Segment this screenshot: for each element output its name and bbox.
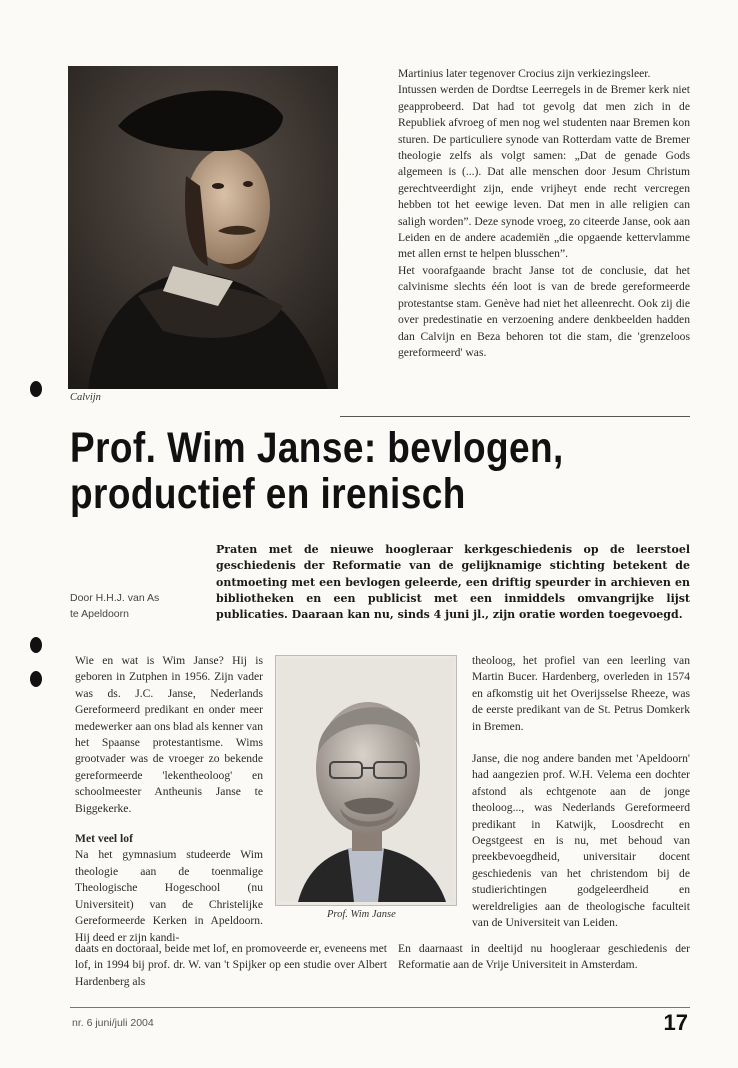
- paragraph: theoloog, het profiel van een leerling van Martin Bucer. Hardenberg, overleden in 1574 en afkomstig uit het Overijsselse Rheeze, was de eerste predikant van de St. Petrus Domkerk in Bremen.: [472, 654, 690, 733]
- paragraph: Martinius later tegenover Crocius zijn verkiezingsleer.: [398, 67, 651, 80]
- janse-caption: Prof. Wim Janse: [327, 909, 396, 920]
- right-text-column: [472, 653, 690, 932]
- byline: [70, 590, 159, 622]
- page-number: 17: [663, 1010, 688, 1035]
- byline-location: te Apeldoorn: [70, 608, 129, 620]
- paragraph: Intussen werden de Dordtse Leerregels in de Bremer kerk niet geapprobeerd. Dat had tot gevolg dat men zich in de Republiek afvroeg of men nog wel studenten naar Bremen kon sturen. De particuliere synode van Rotterdam vatte de Bremer theologie zelfs als volgt samen: „Dat de genade Gods algemeen is (...). Dat alle menschen door Jesum Christum gerechtveerdight zijn, ende vrijheyt ende recht vercregen hebben tot het eewige leven. Dat men in alle religien can saligh worden”. Deze synode vroeg, zo citeerde Janse, ook aan Leiden en de andere academiën „die opgaende kettervlamme met allen ernst te helpen blusschen”.: [398, 83, 690, 261]
- janse-photo: [278, 658, 454, 902]
- article-intro: Praten met de nieuwe hoogleraar kerkgeschiedenis op de leerstoel geschiedenis der Reformatie van de gelijknamige stichting betekent de ontmoeting met een bevlogen geleerde, een driftig speurder in archieven en bibliotheken en een publicist met een inmiddels omvangrijke lijst publicaties. Daaraan kan nu, sinds 4 juni jl., zijn oratie worden toegevoegd.: [216, 543, 690, 622]
- calvin-caption: Calvijn: [70, 392, 101, 403]
- article-title-line-2: productief en irenisch: [70, 470, 466, 518]
- section-divider: [340, 416, 690, 417]
- paragraph: Na het gymnasium studeerde Wim theologie aan de toenmalige Theologische Hogeschool (nu Universiteit) van de Christelijke Gereformeerde Kerken in Apeldoorn. Hij deed er zijn kandi-: [75, 848, 263, 944]
- paragraph: Wie en wat is Wim Janse? Hij is geboren in Zutphen in 1956. Zijn vader was ds. J.C. Janse, Nederlands Gereformeerd predikant en onder meer medewerker aan ons blad als kenner van het Spaanse protestantisme. Wims grootvader was de vroeger zo bekende gereformeerde 'lekentheoloog' en schoolmeester Antheunis Janse te Biggekerke.: [75, 654, 263, 815]
- calvin-portrait: [68, 66, 338, 389]
- article-title-line-1: Prof. Wim Janse: bevlogen,: [70, 424, 564, 472]
- byline-author: Door H.H.J. van As: [70, 592, 160, 604]
- janse-photo-graphic: [278, 658, 454, 902]
- janse-photo-frame: [275, 655, 457, 906]
- bottom-right-text: En daarnaast in deeltijd nu hoogleraar geschiedenis der Reformatie aan de Vrije Universiteit in Amsterdam.: [398, 942, 690, 972]
- bullet-dot: [30, 381, 42, 397]
- bullet-dot: [30, 671, 42, 687]
- calvin-portrait-graphic: [68, 66, 338, 389]
- paragraph: Janse, die nog andere banden met 'Apeldoorn' had aangezien prof. W.H. Velema een dochter afstond als echtgenote aan de jonge theoloog..., was Nederlands Gereformeerd predikant in Katwijk, Loosdrecht en Oegstgeest en is nu, met behoud van preekbevoegdheid, universitair docent geschiedenis van het christendom bij de studierichtingen godgeleerdheid en wereldreligies aan de theologische faculteit van de Universiteit van Leiden.: [472, 752, 690, 930]
- left-text-column: [75, 653, 263, 946]
- section-subhead: Met veel lof: [75, 832, 133, 846]
- bullet-dot: [30, 637, 42, 653]
- footer-issue: nr. 6 juni/juli 2004: [72, 1017, 154, 1029]
- continued-text-column: [398, 66, 690, 361]
- footer-divider: [70, 1007, 690, 1008]
- bottom-left-text: daats en doctoraal, beide met lof, en promoveerde er, eveneens met lof, in 1994 bij prof. dr. W. van 't Spijker op een studie over Albert Hardenberg als: [75, 942, 387, 988]
- paragraph: Het voorafgaande bracht Janse tot de conclusie, dat het calvinisme slechts één loot is van de brede gereformeerde protestantse stam. Genève had niet het alleenrecht. Ook zij die over predestinatie en verzoening andere denkbeelden hadden dan Calvijn en Beza behoren tot die stam, die 'grenzeloos gereformeerd' was.: [398, 263, 690, 359]
